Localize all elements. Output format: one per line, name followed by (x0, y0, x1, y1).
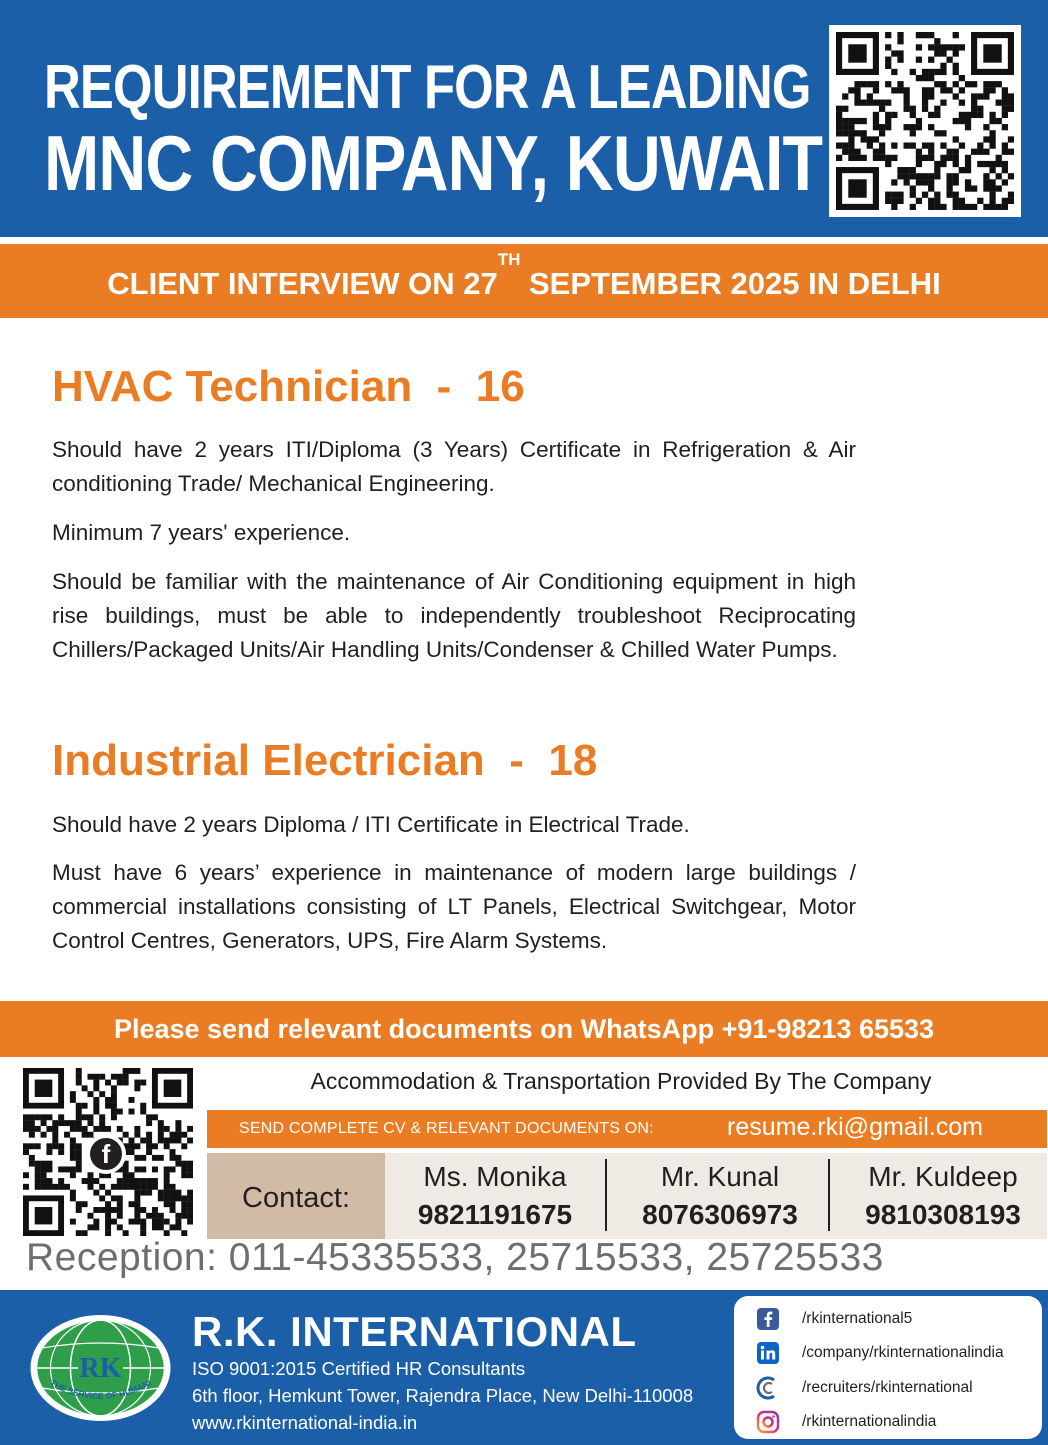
social-recruiters[interactable] (756, 1374, 973, 1402)
job-title-electrician: Industrial Electrician - 18 (52, 736, 598, 785)
social-facebook[interactable] (756, 1305, 912, 1333)
job-electrician-description: Must have 6 years’ experience in maintenance of modern large buildings / commercial installations consisting of LT Panels, Electrical Switchgear, Motor Control Centres, Generators, UPS, Fire Alarm Systems. (52, 860, 856, 953)
accommodation-note: Accommodation & Transportation Provided By The Company (310, 1068, 932, 1094)
contact-person[interactable] (833, 1153, 1048, 1231)
certification: ISO 9001:2015 Certified HR Consultants (192, 1358, 526, 1379)
logo-text: RK (79, 1353, 122, 1384)
whatsapp-band[interactable]: Please send relevant documents on WhatsApp +91-98213 65533 (0, 1001, 1048, 1057)
facebook-icon (756, 1307, 780, 1331)
social-linkedin-text: /company/rkinternationalindia (802, 1344, 1004, 1361)
social-instagram-text: /rkinternationalindia (802, 1413, 937, 1430)
contact-label: Contact: (207, 1153, 385, 1239)
headline-line-2: MNC COMPANY, KUWAIT (44, 119, 823, 207)
logo-motto: THE SERVICE OF HUMANI (48, 1377, 153, 1402)
contact-box (207, 1153, 1047, 1239)
job-hvac-qualification: Should have 2 years ITI/Diploma (3 Years) Certificate in Refrigeration & Air conditioning Trade/ Mechanical Engineering. (52, 437, 856, 496)
contact-number[interactable]: 9810308193 (865, 1199, 1021, 1230)
rk-logo (28, 1313, 173, 1423)
reception-numbers: Reception: 011-45335533, 25715533, 25725533 (26, 1236, 884, 1279)
recruiters-icon (756, 1376, 780, 1400)
contact-name: Mr. Kunal (660, 1161, 780, 1192)
facebook-badge-icon: f (86, 1134, 126, 1174)
cv-label: SEND COMPLETE CV & RELEVANT DOCUMENTS ON: (239, 1120, 654, 1137)
contact-number[interactable]: 8076306973 (642, 1199, 798, 1230)
interview-band (0, 244, 1048, 318)
interview-superscript: TH (497, 250, 521, 269)
job-hvac-description: Should be familiar with the maintenance of Air Conditioning equipment in high rise buildings, must be able to independently troubleshoot Reciprocating Chillers/Packaged Units/Air Handling Units/Condenser & Chilled Water Pumps. (52, 569, 856, 662)
qr-code-icon (836, 32, 1014, 210)
headline-line-1: REQUIREMENT FOR A LEADING (44, 53, 811, 122)
interview-text-after: SEPTEMBER 2025 IN DELHI (520, 266, 941, 301)
job-electrician-qualification: Should have 2 years Diploma / ITI Certificate in Electrical Trade. (52, 812, 690, 837)
social-links-box (734, 1296, 1042, 1439)
contact-number[interactable]: 9821191675 (417, 1199, 573, 1230)
interview-text-before: CLIENT INTERVIEW ON 27 (107, 266, 498, 301)
website-link[interactable]: www.rkinternational-india.in (192, 1412, 418, 1433)
cv-bar (207, 1110, 1047, 1148)
job-hvac-experience: Minimum 7 years' experience. (52, 520, 351, 545)
qr-code-top[interactable] (829, 25, 1021, 217)
address: 6th floor, Hemkunt Tower, Rajendra Place, New Delhi-110008 (192, 1385, 694, 1406)
contact-name: Mr. Kuldeep (868, 1161, 1018, 1192)
social-instagram[interactable] (756, 1408, 936, 1436)
contact-divider (828, 1159, 830, 1231)
contact-divider (605, 1159, 607, 1231)
linkedin-icon (756, 1341, 780, 1365)
social-facebook-text: /rkinternational5 (802, 1310, 913, 1327)
company-name: R.K. INTERNATIONAL (192, 1308, 637, 1355)
social-recruiters-text: /recruiters/rkinternational (802, 1379, 973, 1396)
job-title-hvac: HVAC Technician - 16 (52, 362, 525, 411)
social-linkedin[interactable] (756, 1339, 1004, 1367)
contact-person[interactable] (385, 1153, 605, 1231)
contact-person[interactable] (610, 1153, 830, 1231)
cv-email-link[interactable]: resume.rki@gmail.com (727, 1113, 983, 1141)
contact-name: Ms. Monika (423, 1161, 567, 1192)
instagram-icon (756, 1410, 780, 1434)
